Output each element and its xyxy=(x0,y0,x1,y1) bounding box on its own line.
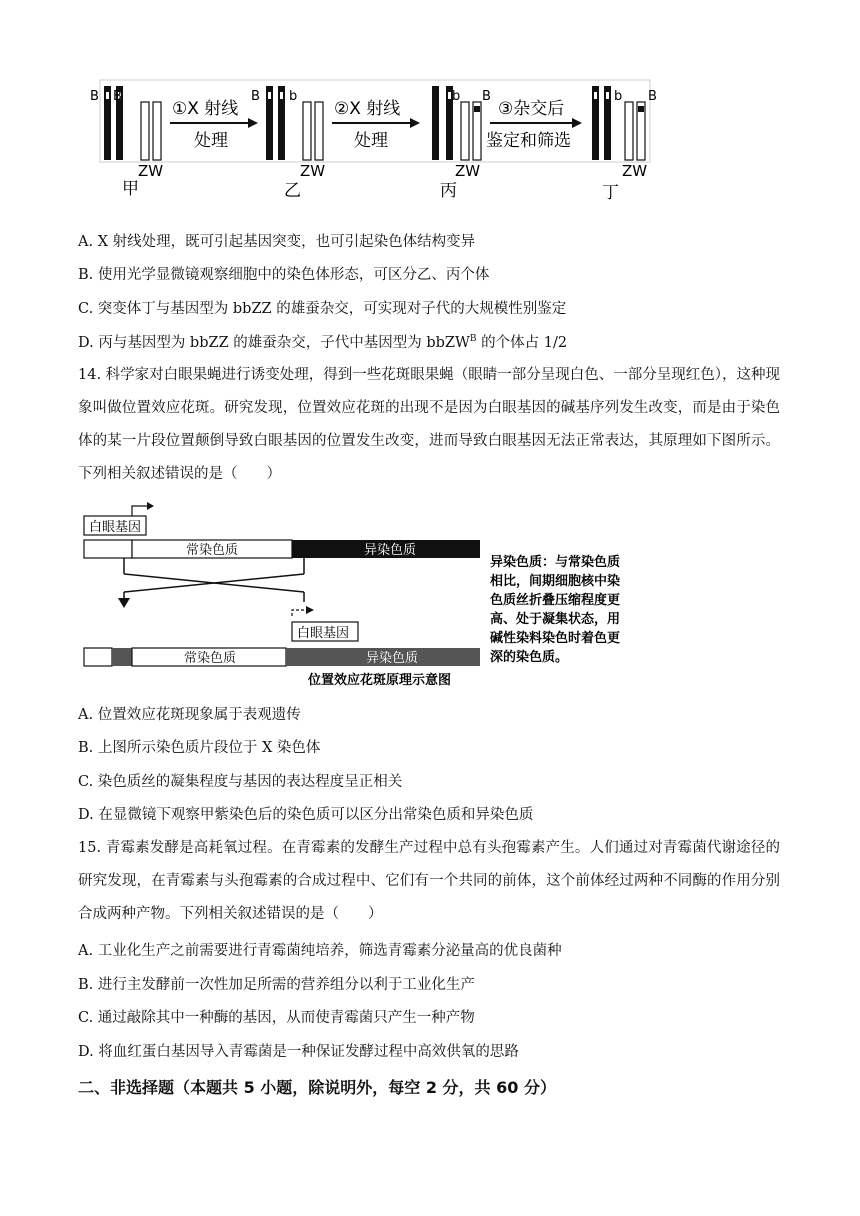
z-chromosome xyxy=(625,102,633,160)
top-white-eye-segment xyxy=(84,540,132,558)
step3-line1: ③杂交后 xyxy=(498,99,565,119)
individual-bing xyxy=(432,86,491,201)
step2-arrow xyxy=(332,99,420,151)
individual-ding xyxy=(592,86,657,201)
zw-label: ZW xyxy=(138,162,164,180)
q14-stem: 14. 科学家对白眼果蝇进行诱变处理，得到一些花斑眼果蝇（眼睛一部分呈现白色、一部分呈现红色），这种现象叫做位置效应花斑。研究发现，位置效应花斑的出现不是因为白眼基因的碱基序列发生改变，而是由于染色体的某一片段位置颠倒导致白眼基因的位置发生改变，进而导致白眼基因无法正常表达，其原理如下图所示。下列相关叙述错误的是（ ） xyxy=(78,367,780,482)
q14-option-c: C. 染色质丝的凝集程度与基因的表达程度呈正相关 xyxy=(78,774,403,790)
q13-option-d-text: D. 丙与基因型为 bbZZ 的雄蚕杂交，子代中基因型为 bbZW xyxy=(78,335,470,351)
position-effect-variegation-figure xyxy=(80,498,640,692)
note-line: 深的染色质。 xyxy=(490,650,569,665)
w-chromosome xyxy=(315,102,323,160)
gene-label-B: B xyxy=(90,89,99,104)
individual-label: 丙 xyxy=(440,181,457,201)
gene-locus xyxy=(106,92,109,99)
z-chromosome xyxy=(303,102,311,160)
q13-option-d-tail: 的个体占 1/2 xyxy=(476,335,568,351)
q15-option-b: B. 进行主发酵前一次性加足所需的营养组分以利于工业化生产 xyxy=(78,977,475,993)
q14-option-b: B. 上图所示染色质片段位于 X 染色体 xyxy=(78,740,321,756)
step3-arrow xyxy=(486,99,582,151)
note-line: 碱性染料染色时着色更 xyxy=(490,631,621,646)
white-eye-gene-label: 白眼基因 xyxy=(89,520,142,535)
zw-label: ZW xyxy=(455,162,481,180)
bottom-inverted-segment-right xyxy=(286,648,306,666)
gene-label-B: B xyxy=(482,89,491,104)
w-chromosome xyxy=(153,102,161,160)
note-line: 高、处于凝集状态，用 xyxy=(490,612,621,627)
top-euchromatin-label: 常染色质 xyxy=(186,543,239,558)
q14-option-a: A. 位置效应花斑现象属于表观遗传 xyxy=(78,707,301,723)
q15-option-c: C. 通过敲除其中一种酶的基因，从而使青霉菌只产生一种产物 xyxy=(78,1010,475,1026)
gene-label-B: B xyxy=(251,89,260,104)
q13-option-c: C. 突变体丁与基因型为 bbZZ 的雄蚕杂交，可实现对子代的大规模性别鉴定 xyxy=(78,301,567,317)
q15-option-d: D. 将血红蛋白基因导入青霉菌是一种保证发酵过程中高效供氧的思路 xyxy=(78,1044,519,1060)
zw-label: ZW xyxy=(622,162,648,180)
step1-arrow xyxy=(170,99,258,151)
individual-yi xyxy=(251,86,325,201)
note-line: 相比，间期细胞核中染 xyxy=(490,574,621,589)
zw-label: ZW xyxy=(300,162,326,180)
top-heterochromatin-label: 异染色质 xyxy=(364,543,417,558)
step1-line1: ①X 射线 xyxy=(172,99,239,119)
gene-label-B: B xyxy=(648,89,657,104)
bottom-inverted-segment-left xyxy=(112,648,132,666)
gene-label-b: b xyxy=(614,89,623,104)
step3-line2: 鉴定和筛选 xyxy=(486,131,571,151)
q13-option-d-superscript: B xyxy=(469,334,477,345)
individual-label: 乙 xyxy=(284,181,301,201)
note-line: 异染色质：与常染色质 xyxy=(490,555,621,570)
heterochromatin-note xyxy=(490,554,620,665)
q15-option-a: A. 工业化生产之前需要进行青霉菌纯培养，筛选青霉素分泌量高的优良菌种 xyxy=(78,943,562,959)
individual-label: 丁 xyxy=(602,183,619,201)
individual-jia xyxy=(90,86,163,199)
bottom-heterochromatin-label: 异染色质 xyxy=(366,651,419,666)
bottom-white-segment xyxy=(84,648,112,666)
step2-line2: 处理 xyxy=(354,131,388,151)
q15-stem: 15. 青霉素发酵是高耗氧过程。在青霉素的发酵生产过程中总有头孢霉素产生。人们通过对青霉菌代谢途径的研究发现，在青霉素与头孢霉素的合成过程中、它们有一个共同的前体，这个前体经过两种不同酶的作用分别合成两种产物。下列相关叙述错误的是（ ） xyxy=(78,840,780,922)
q13-option-a: A. X 射线处理，既可引起基因突变，也可引起染色体结构变异 xyxy=(78,234,476,250)
bottom-euchromatin-label: 常染色质 xyxy=(184,651,237,666)
q14-option-d: D. 在显微镜下观察甲紫染色后的染色质可以区分出常染色质和异染色质 xyxy=(78,807,534,823)
section-2-heading: 二、非选择题（本题共 5 小题，除说明外，每空 2 分，共 60 分） xyxy=(78,1078,556,1097)
gene-label-b: b xyxy=(289,89,298,104)
gene-label-b: b xyxy=(452,89,461,104)
z-chromosome xyxy=(461,102,469,160)
q13-option-d xyxy=(78,333,567,353)
step1-line2: 处理 xyxy=(194,131,228,151)
step2-line1: ②X 射线 xyxy=(334,99,401,119)
moved-white-eye-gene-label: 白眼基因 xyxy=(297,626,350,641)
gene-label-B: B xyxy=(113,89,122,104)
note-line: 色质丝折叠压缩程度更 xyxy=(490,593,621,608)
individual-label: 甲 xyxy=(122,179,139,199)
figure-caption: 位置效应花斑原理示意图 xyxy=(308,673,452,688)
q13-option-b: B. 使用光学显微镜观察细胞中的染色体形态，可区分乙、丙个体 xyxy=(78,267,490,283)
chromosome-bar xyxy=(432,86,439,160)
silkworm-chromosome-figure xyxy=(86,76,686,201)
z-chromosome xyxy=(141,102,149,160)
